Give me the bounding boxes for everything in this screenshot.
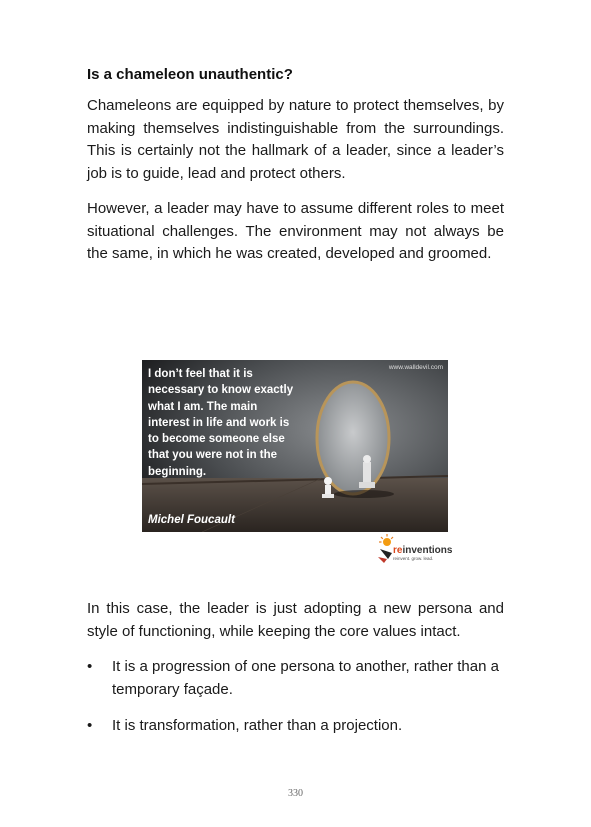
page-number: 330 <box>288 788 303 799</box>
closing-text-block <box>87 598 504 752</box>
bullet-icon: • <box>87 717 93 734</box>
list-item-text: It is a progression of one persona to another, rather than a temporary façade. <box>112 658 499 698</box>
bullet-list <box>87 656 504 738</box>
quote-text: I don’t feel that it is necessary to know exactly what I am. The main interest in life and work is to become someone else that you were not in the beginning. <box>148 368 294 478</box>
section-heading: Is a chameleon unauthentic? <box>87 66 293 83</box>
reinventions-logo <box>378 533 458 563</box>
paragraph-chameleons: Chameleons are equipped by nature to protect themselves, by making themselves indistinguishable from the surroundings. This is certainly not the hallmark of a leader, since a leader’s job is to guide, lead and protect others. <box>87 97 504 182</box>
list-item-text: It is transformation, rather than a projection. <box>112 717 403 734</box>
quote-image <box>142 360 448 532</box>
paragraph-leader-roles: However, a leader may have to assume different roles to meet situational challenges. The environment may not always be the same, in which he was created, developed and groomed. <box>87 200 504 262</box>
quote-author: Michel Foucault <box>148 514 235 526</box>
logo-wordmark: reinventions <box>393 545 453 556</box>
paragraph-persona: In this case, the leader is just adopting a new persona and style of functioning, while keeping the core values intact. <box>87 600 504 640</box>
list-item <box>87 656 504 701</box>
sun-logo-icon <box>378 533 394 563</box>
bullet-icon: • <box>87 658 93 675</box>
main-text-block <box>87 66 504 279</box>
logo-tagline: reinvent. grow. lead. <box>393 556 434 561</box>
quote-image-frame <box>142 360 448 532</box>
list-item <box>87 715 504 738</box>
quote-site-watermark: www.walldevil.com <box>388 364 443 371</box>
